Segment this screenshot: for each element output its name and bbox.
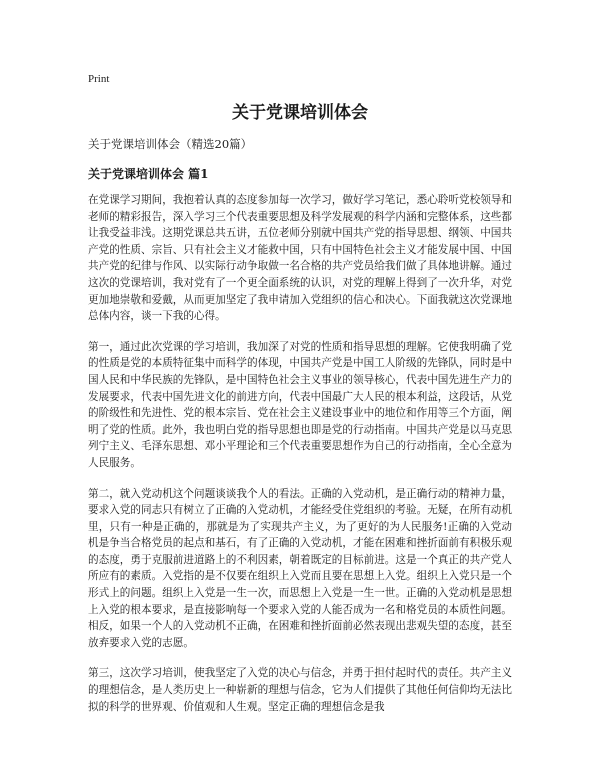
paragraph-1: 在党课学习期间，我抱着认真的态度参加每一次学习，做好学习笔记，悉心聆听党校领导和老师的精彩报告，深入学习三个代表重要思想及科学发展观的科学内涵和完整体系，这些都让我受益非浅。这期党课总共五讲，五位老师分别就中国共产党的指导思想、纲领、中国共产党的性质、宗旨、只有社会主义才能救中国，只有中国特色社会主义才能发展中国、中国共产党的纪律与作风、以实际行动争取做一名合格的共产党员给我们做了具体地讲解。通过这次的党课培训，我对党有了一个更全面系统的认识，对党的理解上得到了一次升华，对党更加地崇敬和爱戴，从而更加坚定了我申请加入党组织的信心和决心。下面我就这次党课地总体内容，谈一下我的心得。	[88, 194, 512, 323]
paragraph-2: 第一，通过此次党课的学习培训，我加深了对党的性质和指导思想的理解。它使我明确了党的性质是党的本质特征集中而科学的体现，中国共产党是中国工人阶级的先锋队，同时是中国人民和中华民族的先锋队，是中国特色社会主义事业的领导核心，代表中国先进生产力的发展要求，代表中国先进文化的前进方向，代表中国最广大人民的根本利益，这段话，从党的阶级性和先进性、党的根本宗旨、党在社会主义建设事业中的地位和作用等三个方面，阐明了党的性质。此外，我也明白党的指导思想也即是党的行动指南。中国共产党是以马克思列宁主义、毛泽东思想、邓小平理论和三个代表重要思想作为自己的行动指南，全心全意为人民服务。	[88, 340, 512, 469]
print-label[interactable]: Print	[88, 73, 110, 85]
paragraph-3: 第二，就入党动机这个问题谈谈我个人的看法。正确的入党动机，是正确行动的精神力量，要求入党的同志只有树立了正确的入党动机，才能经受住党组织的考验。无疑，在所有动机里，只有一种是正确的，那就是为了实现共产主义，为了更好的为人民服务!正确的入党动机是争当合格党员的起点和基石，有了正确的入党动机，才能在困难和挫折面前有积极乐观的态度，勇于克服前进道路上的不利因素，朝着既定的目标前进。这是一个真正的共产党人所应有的素质。入党指的是不仅要在组织上入党而且要在思想上入党。组织上入党只是一个形式上的问题。组织上入党是一生一次，而思想上入党是一生一世。正确的入党动机是思想上入党的根本要求，是直接影响每一个要求入党的人能否成为一名和格党员的本质性问题。相反，如果一个人的入党动机不正确，在困难和挫折面前必然表现出悲观失望的态度，甚至放弃要求入党的志愿。	[88, 487, 512, 649]
document-subtitle: 关于党课培训体会（精选20篇）	[88, 137, 253, 151]
paragraph-4: 第三，这次学习培训，使我坚定了入党的决心与信念，并勇于担付起时代的责任。共产主义的理想信念，是人类历史上一种崭新的理想与信念，它为人们提供了其他任何信仰均无法比拟的科学的世界观、价值观和人生观。坚定正确的理想信念是我	[88, 667, 512, 713]
section-title: 关于党课培训体会 篇1	[88, 167, 209, 181]
document-title: 关于党课培训体会	[232, 103, 368, 123]
